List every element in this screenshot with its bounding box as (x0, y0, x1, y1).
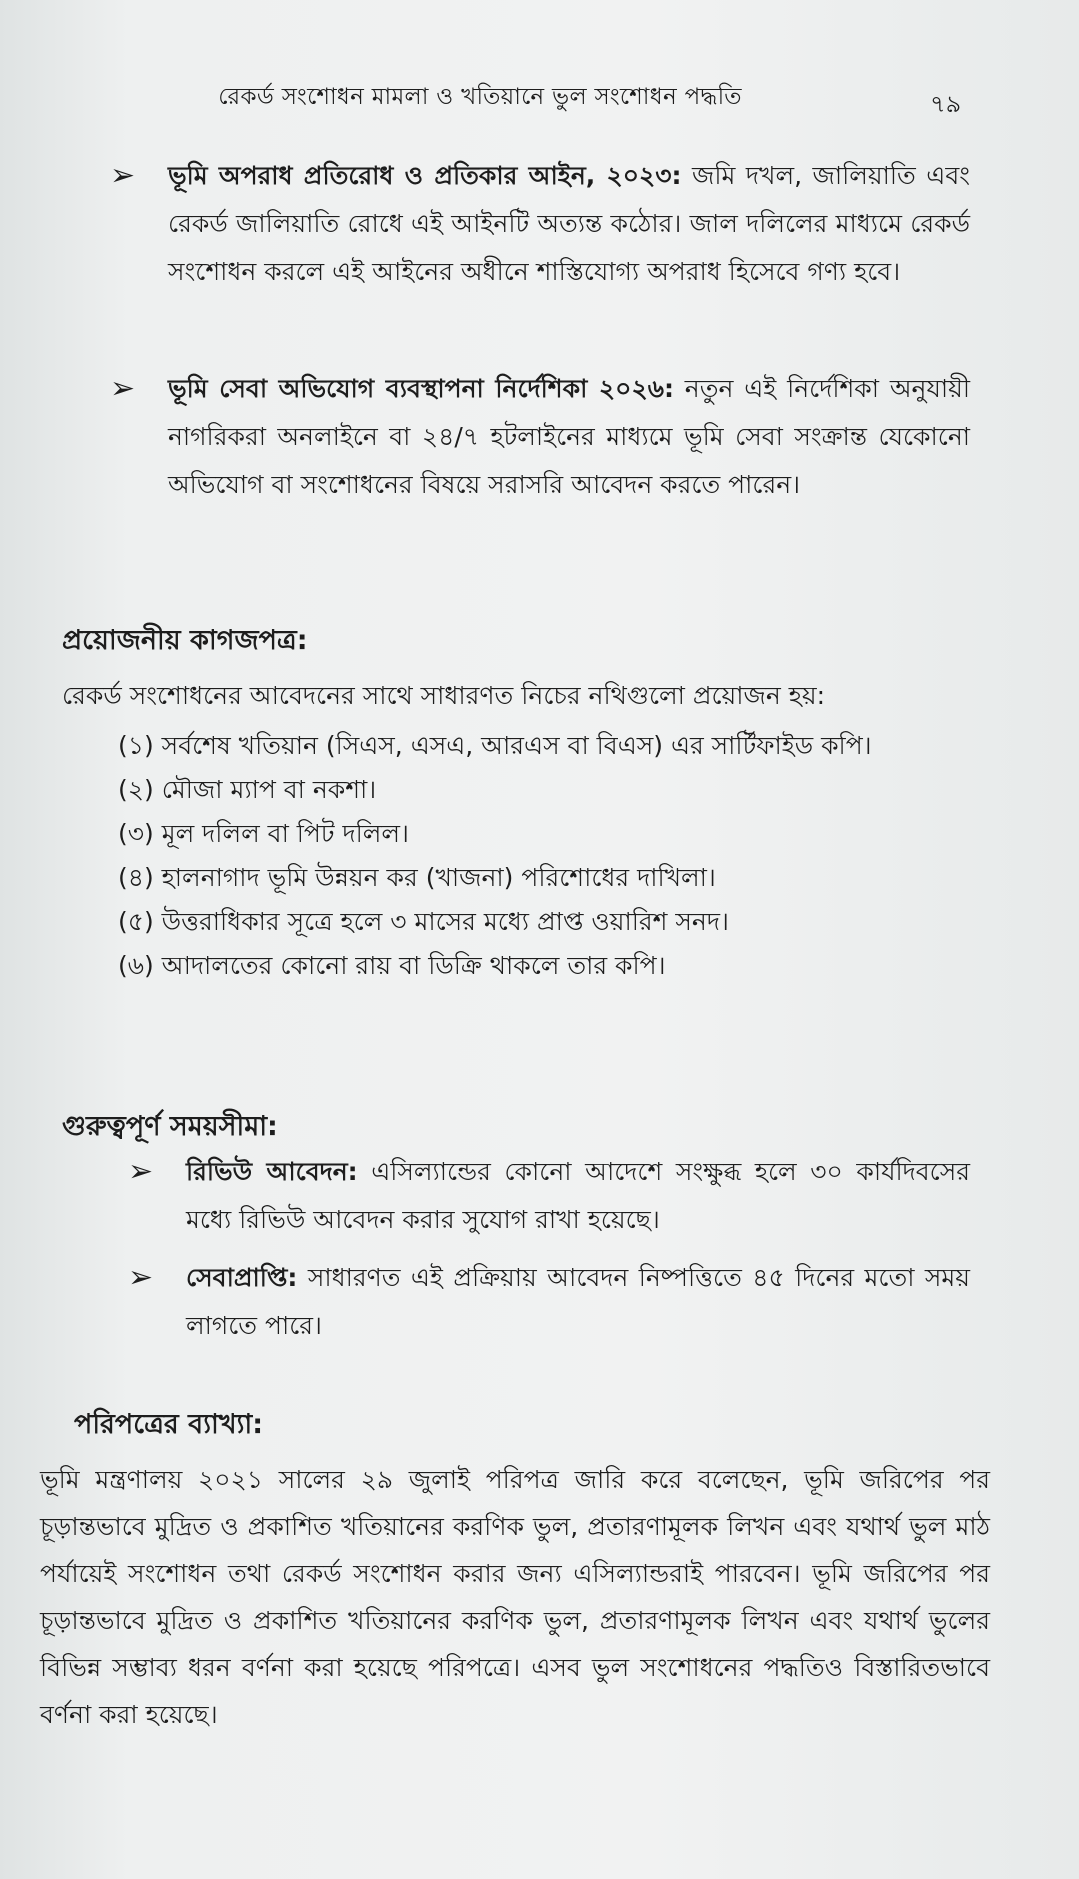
list-item: (৩) মূল দলিল বা পিট দলিল। (118, 819, 409, 848)
documents-heading: প্রয়োজনীয় কাগজপত্র: (62, 625, 308, 656)
law-bullet-text (168, 152, 970, 296)
list-item: (৬) আদালতের কোনো রায় বা ডিক্রি থাকলে তার কপি। (118, 951, 666, 980)
list-item: (২) মৌজা ম্যাপ বা নকশা। (118, 775, 377, 804)
deadline-term: রিভিউ আবেদন: (186, 1157, 358, 1186)
deadline-bullet (128, 1254, 970, 1350)
arrow-bullet-icon: ➢ (128, 1154, 154, 1189)
deadline-bullet (128, 1148, 970, 1244)
running-title: রেকর্ড সংশোধন মামলা ও খতিয়ানে ভুল সংশোধন পদ্ধতি (218, 84, 742, 110)
page-number: ৭৯ (930, 90, 962, 118)
list-item: (৫) উত্তরাধিকার সূত্রে হলে ৩ মাসের মধ্যে প্রাপ্ত ওয়ারিশ সনদ। (118, 907, 729, 936)
deadline-bullet-text (186, 1148, 970, 1244)
documents-list (118, 724, 978, 988)
deadline-bullet-text (186, 1254, 970, 1350)
deadline-term: সেবাপ্রাপ্তি: (186, 1263, 298, 1292)
circular-heading: পরিপত্রের ব্যাখ্যা: (74, 1409, 264, 1440)
arrow-bullet-icon: ➢ (128, 1260, 154, 1295)
list-item: (৪) হালনাগাদ ভূমি উন্নয়ন কর (খাজনা) পরিশোধের দাখিলা। (118, 863, 716, 892)
law-description: জমি দখল, জালিয়াতি এবং রেকর্ড জালিয়াতি রোধে এই আইনটি অত্যন্ত কঠোর। জাল দলিলের মাধ্যমে রেকর্ড সংশোধন করলে এই আইনের অধীনে শাস্তিযোগ্য অপরাধ হিসেবে গণ্য হবে। (168, 161, 971, 286)
deadline-description: সাধারণত এই প্রক্রিয়ায় আবেদন নিষ্পত্তিতে ৪৫ দিনের মতো সময় লাগতে পারে। (186, 1263, 970, 1340)
law-description: নতুন এই নির্দেশিকা অনুযায়ী নাগরিকরা অনলাইনে বা ২৪/৭ হটলাইনের মাধ্যমে ভূমি সেবা সংক্রান্ত যেকোনো অভিযোগ বা সংশোধনের বিষয়ে সরাসরি আবেদন করতে পারেন। (168, 374, 970, 499)
arrow-bullet-icon: ➢ (110, 158, 136, 193)
circular-paragraph: ভূমি মন্ত্রণালয় ২০২১ সালের ২৯ জুলাই পরিপত্র জারি করে বলেছেন, ভূমি জরিপের পর চূড়ান্তভাবে মুদ্রিত ও প্রকাশিত খতিয়ানের করণিক ভুল, প্রতারণামূলক লিখন এবং যথার্থ ভুল মাঠ পর্যায়েই সংশোধন তথা রেকর্ড সংশোধন করার জন্য এসিল্যান্ডরাই পারবেন। ভূমি জরিপের পর চূড়ান্তভাবে মুদ্রিত ও প্রকাশিত খতিয়ানের করণিক ভুল, প্রতারণামূলক লিখন এবং যথার্থ ভুলের বিভিন্ন সম্ভাব্য ধরন বর্ণনা করা হয়েছে পরিপত্রে। এসব ভুল সংশোধনের পদ্ধতিও বিস্তারিতভাবে বর্ণনা করা হয়েছে। (40, 1465, 990, 1729)
deadline-description: এসিল্যান্ডের কোনো আদেশে সংক্ষুব্ধ হলে ৩০ কার্যদিবসের মধ্যে রিভিউ আবেদন করার সুযোগ রাখা হয়েছে। (186, 1157, 970, 1234)
law-bullet (110, 365, 970, 509)
list-item: (১) সর্বশেষ খতিয়ান (সিএস, এসএ, আরএস বা বিএস) এর সার্টিফাইড কপি। (118, 731, 872, 760)
law-bullet-text (168, 365, 970, 509)
deadlines-heading: গুরুত্বপূর্ণ সময়সীমা: (62, 1111, 278, 1142)
law-term: ভূমি অপরাধ প্রতিরোধ ও প্রতিকার আইন, ২০২৩: (168, 161, 682, 190)
law-term: ভূমি সেবা অভিযোগ ব্যবস্থাপনা নির্দেশিকা ২০২৬: (168, 374, 674, 403)
arrow-bullet-icon: ➢ (110, 371, 136, 406)
law-bullet (110, 152, 970, 296)
documents-intro: রেকর্ড সংশোধনের আবেদনের সাথে সাধারণত নিচের নথিগুলো প্রয়োজন হয়: (62, 681, 826, 710)
